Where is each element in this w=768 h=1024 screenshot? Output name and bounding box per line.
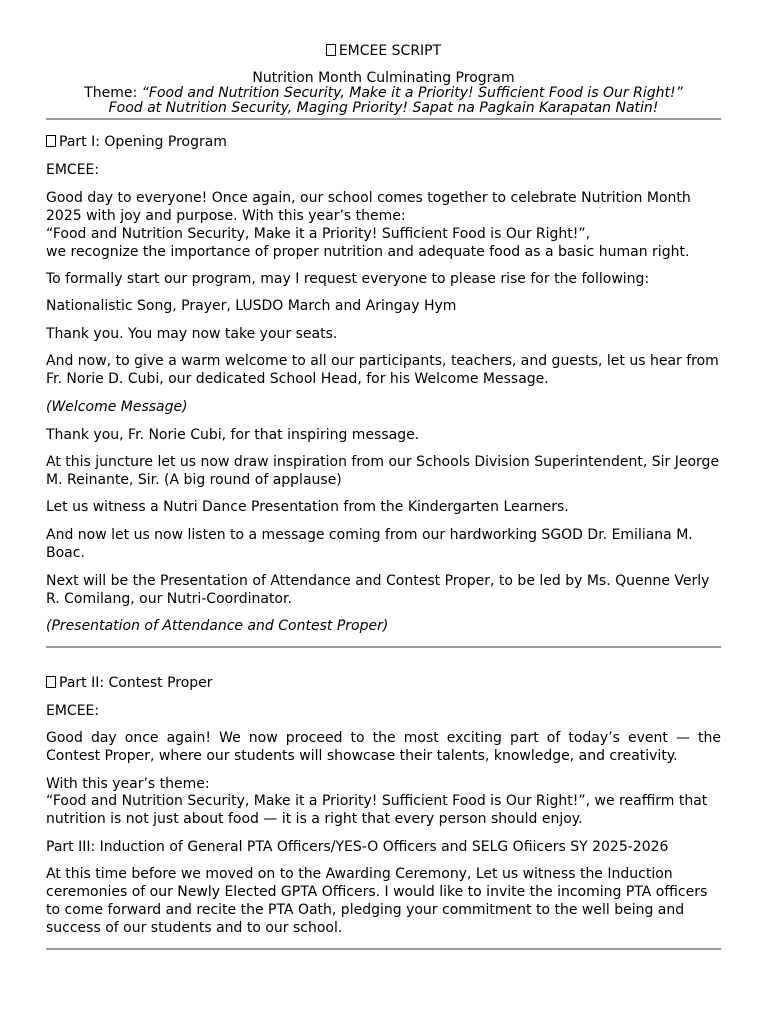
divider [46, 948, 721, 950]
part1-paragraph-5: And now, to give a warm welcome to all our participants, teachers, and guests, let us hear from Fr. Norie D. Cubi, our dedicated School Head, for his Welcome Message. [46, 353, 719, 387]
part1-paragraph-10: And now let us now listen to a message coming from our hardworking SGOD Dr. Emiliana M. Boac. [46, 527, 693, 561]
part1-paragraph-8: At this juncture let us now draw inspiration from our Schools Division Superintendent, Sir Jeorge M. Reinante, Sir. (A big round of applause) [46, 454, 720, 488]
divider [46, 646, 721, 648]
theme-line-filipino: Food at Nutrition Security, Maging Priority! Sapat na Pagkain Karapatan Natin! [108, 100, 659, 116]
part1-paragraph-11: Next will be the Presentation of Attendance and Contest Proper, to be led by Ms. Quenne Verly R. Comilang, our Nutri-Coordinator. [46, 573, 710, 607]
part2-paragraph-2b: “Food and Nutrition Security, Make it a Priority! Sufficient Food is Our Right!”, we reaffirm that nutrition is not just about food — it is a right that every person should enjoy. [46, 793, 708, 827]
part1-paragraph-1a: Good day to everyone! Once again, our school comes together to celebrate Nutrition Month 2025 with joy and purpose. With this year’s theme: [46, 190, 691, 224]
part3-heading: Part III: Induction of General PTA Officers/YES-O Officers and SELG Ofiicers SY 2025-2026 [46, 839, 669, 855]
part2-heading-text: Part II: Contest Proper [59, 675, 213, 691]
part1-heading-text: Part I: Opening Program [59, 134, 227, 150]
part2-emcee-label: EMCEE: [46, 703, 100, 719]
part2-paragraph-2a: With this year’s theme: [46, 776, 210, 792]
part1-paragraph-3: Nationalistic Song, Prayer, LUSDO March and Aringay Hym [46, 298, 457, 314]
document-icon [326, 44, 336, 56]
theme-line-english [46, 86, 721, 101]
part1-paragraph-6: (Welcome Message) [46, 399, 188, 415]
part1-heading [46, 133, 721, 151]
part1-paragraph-9: Let us witness a Nutri Dance Presentation from the Kindergarten Learners. [46, 499, 569, 515]
part2-paragraph-1: Good day once again! We now proceed to the most exciting part of today’s event — the Contest Proper, where our students will showcase their talents, knowledge, and creativity. [46, 730, 721, 764]
part1-paragraph-12: (Presentation of Attendance and Contest Proper) [46, 618, 389, 634]
program-subtitle: Nutrition Month Culminating Program [252, 70, 515, 86]
document-icon [46, 676, 56, 688]
divider [46, 118, 721, 120]
theme-english: “Food and Nutrition Security, Make it a Priority! Sufficient Food is Our Right!” [141, 85, 683, 101]
script-title [46, 43, 721, 60]
part3-paragraph-1: At this time before we moved on to the Awarding Ceremony, Let us witness the Induction ceremonies of our Newly Elected GPTA Officers. I would like to invite the incoming PTA officers to come forward and recite the PTA Oath, pledging your commitment to the well being and success of our students and to our school. [46, 866, 708, 936]
part1-paragraph-1c: we recognize the importance of proper nutrition and adequate food as a basic human right. [46, 244, 690, 260]
document-icon [46, 135, 56, 147]
part1-paragraph-1b: “Food and Nutrition Security, Make it a Priority! Sufficient Food is Our Right!”, [46, 226, 591, 242]
part2-heading [46, 674, 721, 692]
part1-paragraph-4: Thank you. You may now take your seats. [46, 326, 338, 342]
part1-paragraph-7: Thank you, Fr. Norie Cubi, for that inspiring message. [46, 427, 420, 443]
part1-paragraph-2: To formally start our program, may I request everyone to please rise for the following: [46, 271, 650, 287]
script-title-text: EMCEE SCRIPT [338, 43, 442, 59]
theme-label: Theme: [84, 85, 142, 101]
part1-emcee-label: EMCEE: [46, 162, 100, 178]
